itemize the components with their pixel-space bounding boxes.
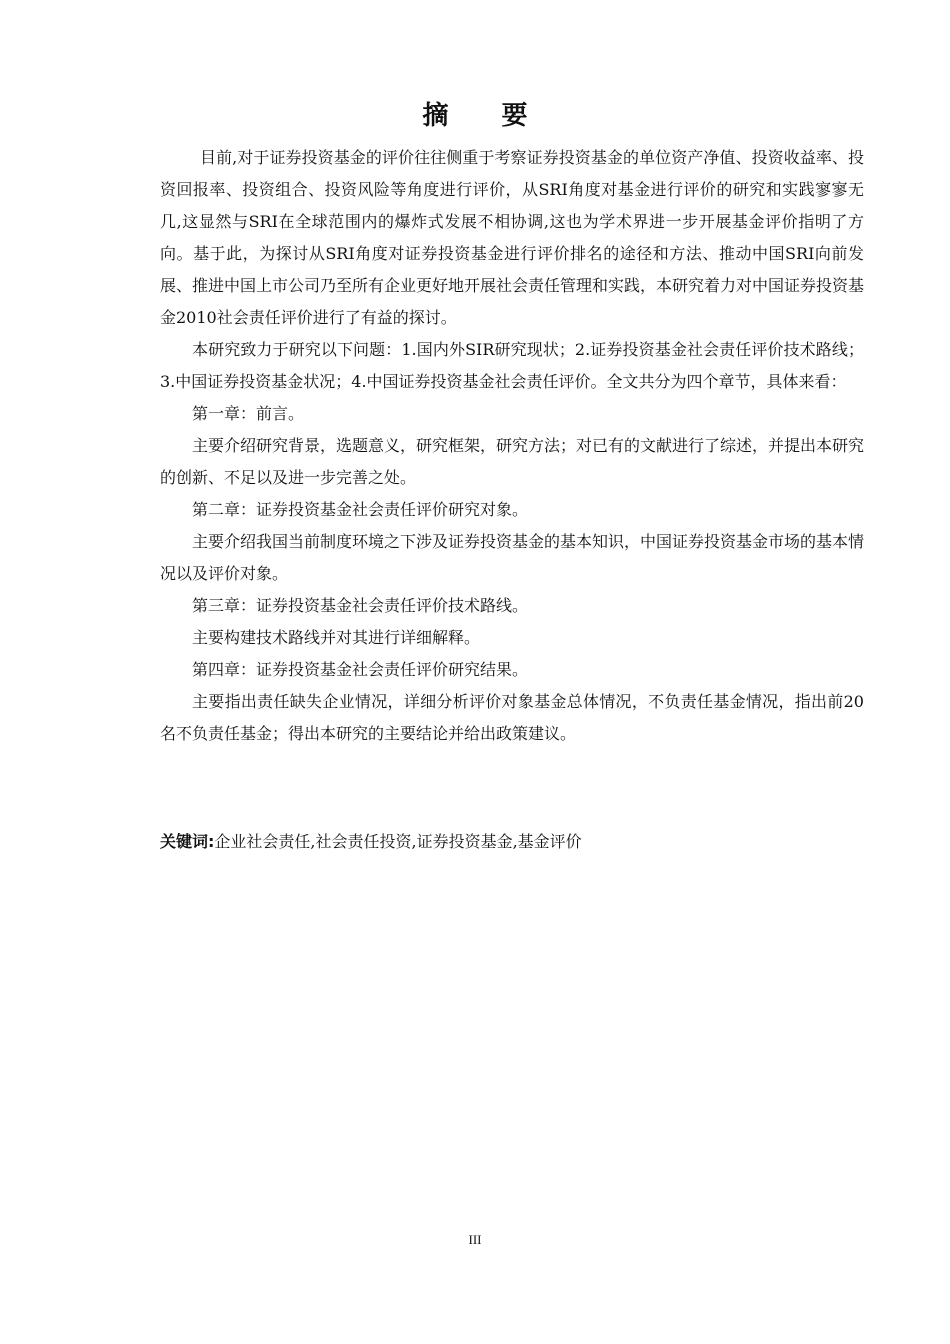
paragraph-research-questions: 本研究致力于研究以下问题：1.国内外SIR研究现状；2.证券投资基金社会责任评价技术路线；3.中国证券投资基金状况；4.中国证券投资基金社会责任评价。全文共分为四个章节，具体来看： [160,340,864,391]
chapter-3-summary: 主要构建技术路线并对其进行详细解释。 [192,628,481,647]
abstract-title: 摘 要 [422,101,550,131]
chapter-4-heading: 第四章：证券投资基金社会责任评价研究结果。 [192,660,529,679]
chapter-3-heading: 第三章：证券投资基金社会责任评价技术路线。 [192,596,529,615]
chapter-2-heading: 第二章：证券投资基金社会责任评价研究对象。 [192,500,529,519]
keywords-text: 企业社会责任,社会责任投资,证券投资基金,基金评价 [214,832,582,851]
chapter-2-summary: 主要介绍我国当前制度环境之下涉及证券投资基金的基本知识，中国证券投资基金市场的基本情况以及评价对象。 [160,532,865,583]
keywords-line [160,826,864,858]
chapter-1-heading: 第一章：前言。 [192,404,305,423]
chapter-4-summary: 主要指出责任缺失企业情况，详细分析评价对象基金总体情况，不负责任基金情况，指出前20名不负责任基金；得出本研究的主要结论并给出政策建议。 [160,692,864,743]
paragraph-intro: 目前,对于证券投资基金的评价往往侧重于考察证券投资基金的单位资产净值、投资收益率、投资回报率、投资组合、投资风险等角度进行评价，从SRI角度对基金进行评价的研究和实践寥寥无几,这显然与SRI在全球范围内的爆炸式发展不相协调,这也为学术界进一步开展基金评价指明了方向。基于此，为探讨从SRI角度对证券投资基金进行评价排名的途径和方法、推动中国SRI向前发展、推进中国上市公司乃至所有企业更好地开展社会责任管理和实践，本研究着力对中国证券投资基金2010社会责任评价进行了有益的探讨。 [160,148,865,327]
keywords-label: 关键词: [160,832,215,851]
page-number: III [468,1232,482,1247]
chapter-1-summary: 主要介绍研究背景，选题意义，研究框架，研究方法；对已有的文献进行了综述，并提出本研究的创新、不足以及进一步完善之处。 [160,436,865,487]
abstract-body [160,142,864,750]
